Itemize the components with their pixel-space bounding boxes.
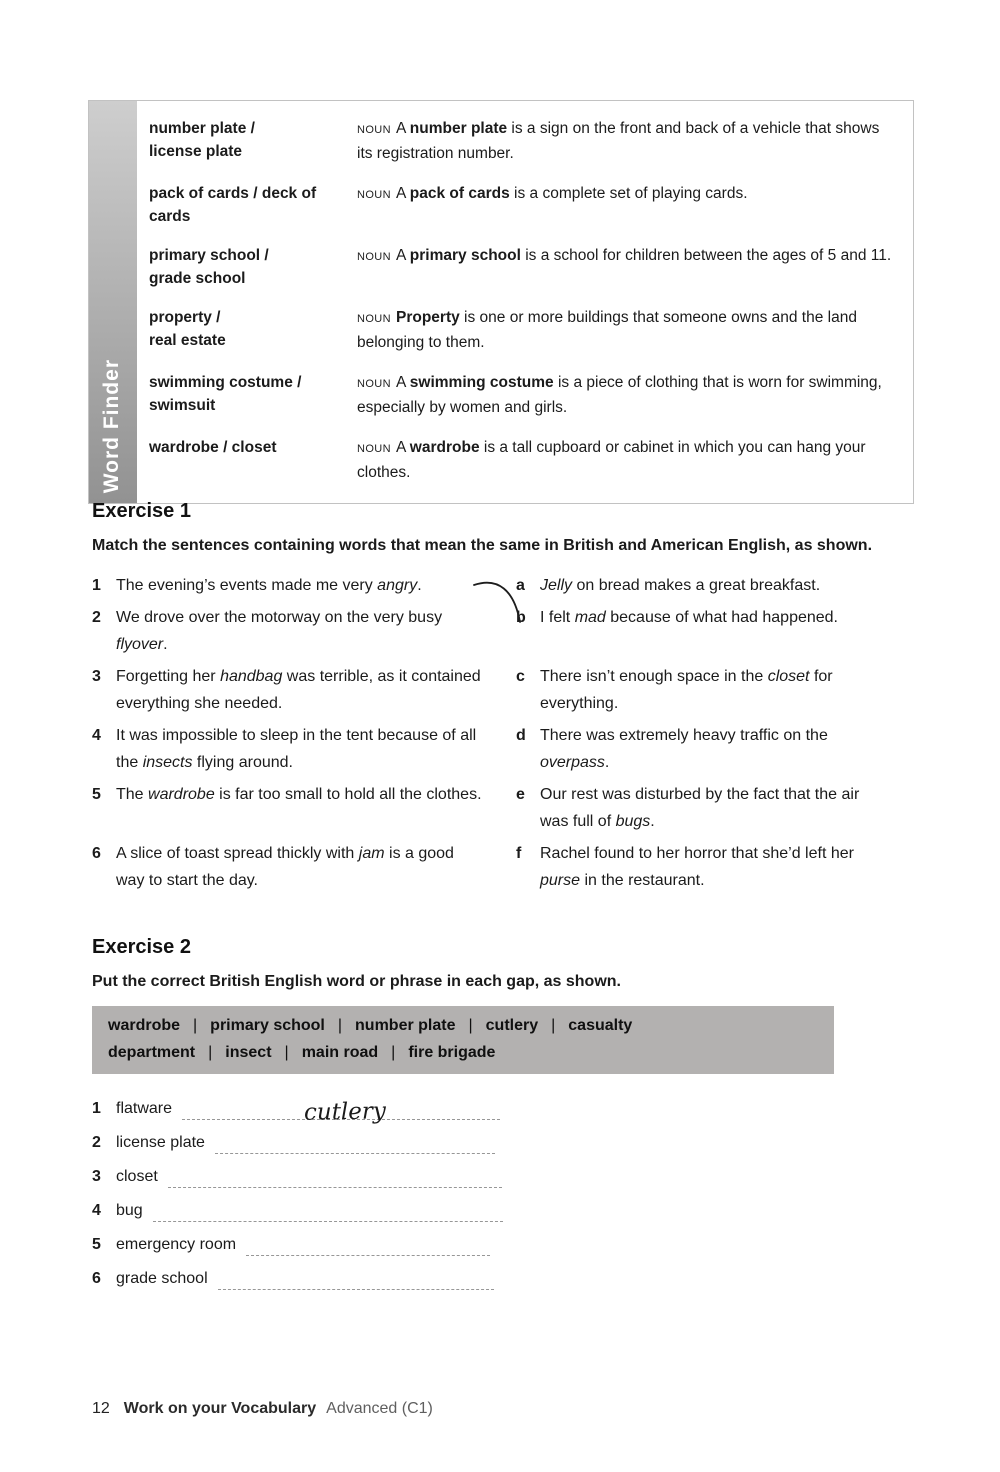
exercise-2-section (92, 936, 916, 1302)
gap-fill-row (92, 1234, 916, 1256)
item-number: 5 (92, 786, 101, 803)
answer-blank[interactable] (153, 1206, 503, 1222)
answer-blank[interactable] (215, 1138, 495, 1154)
item-sentence: It was impossible to sleep in the tent because of all the insects flying around. (116, 727, 477, 771)
word-bank-separator: | (337, 1017, 343, 1034)
american-term: grade school (116, 1270, 208, 1287)
definition-headword: number plate (409, 120, 508, 137)
word-bank-separator: | (391, 1044, 396, 1061)
exercise-1-heading: Exercise 1 (92, 500, 191, 522)
word-finder-row (149, 428, 903, 493)
left-item-2 (92, 604, 516, 658)
right-item-c (516, 663, 916, 717)
term-pair: number plate / license plate (149, 120, 255, 160)
noun-label: NOUN (357, 313, 391, 325)
word-finder-row (149, 109, 903, 174)
american-term: emergency room (116, 1236, 237, 1253)
term-pair: property / real estate (149, 309, 226, 349)
definition-headword: pack of cards (409, 185, 510, 202)
word-finder-row (149, 363, 903, 428)
item-sentence: I felt mad because of what had happened. (540, 609, 838, 626)
gap-fill-list (92, 1098, 916, 1290)
item-number: 4 (92, 727, 101, 744)
item-sentence: Rachel found to her horror that she’d left her purse in the restaurant. (540, 845, 854, 889)
item-sentence: Forgetting her handbag was terrible, as it contained everything she needed. (116, 668, 481, 712)
noun-label: NOUN (357, 124, 391, 136)
gap-fill-row (92, 1268, 916, 1290)
word-bank-word: main road (301, 1044, 379, 1061)
gap-fill-row (92, 1200, 916, 1222)
page-footer (92, 1400, 433, 1418)
book-level: Advanced (C1) (326, 1400, 433, 1417)
definition: NOUN A swimming costume is a piece of clothing that is worn for swimming, especially by women and girls. (357, 374, 882, 416)
definition: NOUN Property is one or more buildings that someone owns and the land belonging to them. (357, 309, 857, 351)
noun-label: NOUN (357, 189, 391, 201)
item-letter: a (516, 577, 525, 594)
word-bank (92, 1006, 834, 1074)
item-sentence: Our rest was disturbed by the fact that the air was full of bugs. (540, 786, 860, 830)
item-sentence: There isn’t enough space in the closet for everything. (540, 668, 833, 712)
noun-label: NOUN (357, 251, 391, 263)
word-bank-word: casualty department (108, 1017, 633, 1061)
term-pair: pack of cards / deck of cards (149, 185, 317, 225)
handwritten-answer: cutlery (303, 1098, 387, 1126)
match-row (92, 722, 916, 776)
definition-headword: swimming costume (409, 374, 554, 391)
word-bank-word: number plate (355, 1017, 456, 1034)
word-finder-tab (89, 101, 137, 503)
definition: NOUN A wardrobe is a tall cupboard or cabinet in which you can hang your clothes. (357, 439, 866, 481)
word-finder-tab-label: Word Finder (100, 358, 123, 493)
left-item-1 (92, 572, 516, 599)
item-number: 5 (92, 1236, 101, 1253)
item-sentence: A slice of toast spread thickly with jam is a good way to start the day. (116, 845, 454, 889)
answer-blank[interactable] (218, 1274, 494, 1290)
item-letter: b (516, 609, 526, 626)
exercise-1-section (92, 500, 916, 899)
exercise-2-instruction: Put the correct British English word or phrase in each gap, as shown. (92, 973, 621, 990)
item-number: 2 (92, 1134, 101, 1151)
right-item-b (516, 604, 916, 658)
gap-fill-row (92, 1098, 916, 1126)
word-finder-box (88, 100, 914, 504)
left-item-5 (92, 781, 516, 835)
noun-label: NOUN (357, 378, 391, 390)
definition: NOUN A pack of cards is a complete set of playing cards. (357, 185, 748, 202)
word-finder-row (149, 236, 903, 298)
item-letter: d (516, 727, 526, 744)
match-row (92, 781, 916, 835)
match-example-line (472, 578, 528, 628)
match-row (92, 663, 916, 717)
item-number: 2 (92, 609, 101, 626)
left-item-3 (92, 663, 516, 717)
definition-headword: Property (396, 309, 460, 326)
right-item-d (516, 722, 916, 776)
item-number: 1 (92, 1100, 101, 1117)
matching-list (92, 572, 916, 894)
right-item-e (516, 781, 916, 835)
answer-blank[interactable] (246, 1240, 490, 1256)
item-number: 4 (92, 1202, 101, 1219)
word-bank-separator: | (193, 1017, 198, 1034)
word-bank-separator: | (468, 1017, 473, 1034)
gap-fill-row (92, 1166, 916, 1188)
item-letter: f (516, 845, 522, 862)
gap-fill-row (92, 1132, 916, 1154)
word-finder-row (149, 174, 903, 236)
item-letter: c (516, 668, 525, 685)
word-bank-word: fire brigade (408, 1044, 496, 1061)
american-term: flatware (116, 1100, 173, 1117)
american-term: bug (116, 1202, 143, 1219)
item-letter: e (516, 786, 525, 803)
word-bank-word: insect (225, 1044, 272, 1061)
item-number: 6 (92, 1270, 101, 1287)
definition: NOUN A primary school is a school for children between the ages of 5 and 11. (357, 247, 892, 264)
answer-blank[interactable] (168, 1172, 502, 1188)
left-item-4 (92, 722, 516, 776)
word-bank-word: cutlery (485, 1017, 539, 1034)
page-number: 12 (92, 1400, 110, 1417)
term-pair: swimming costume / swimsuit (149, 374, 302, 414)
item-number: 3 (92, 668, 101, 685)
item-sentence: The evening’s events made me very angry. (116, 577, 422, 594)
word-bank-separator: | (284, 1044, 289, 1061)
definition: NOUN A number plate is a sign on the front and back of a vehicle that shows its registration number. (357, 120, 880, 162)
answer-blank[interactable] (182, 1098, 500, 1126)
right-item-a (516, 572, 916, 599)
item-sentence: There was extremely heavy traffic on the overpass. (540, 727, 828, 771)
item-number: 3 (92, 1168, 101, 1185)
item-number: 1 (92, 577, 101, 594)
noun-label: NOUN (357, 443, 391, 455)
item-sentence: Jelly on bread makes a great breakfast. (540, 577, 821, 594)
right-item-f (516, 840, 916, 894)
word-bank-word: wardrobe (108, 1017, 181, 1034)
american-term: closet (116, 1168, 158, 1185)
match-row (92, 840, 916, 894)
item-sentence: The wardrobe is far too small to hold all the clothes. (116, 786, 482, 803)
word-bank-separator: | (208, 1044, 213, 1061)
term-pair: wardrobe / closet (149, 439, 277, 456)
left-item-6 (92, 840, 516, 894)
exercise-2-heading: Exercise 2 (92, 936, 191, 958)
exercise-1-instruction: Match the sentences containing words that mean the same in British and American English, as shown. (92, 537, 873, 554)
word-finder-rows (137, 101, 913, 503)
definition-headword: primary school (409, 247, 521, 264)
book-title: Work on your Vocabulary (123, 1400, 317, 1417)
item-number: 6 (92, 845, 101, 862)
word-bank-separator: | (551, 1017, 556, 1034)
word-finder-row (149, 298, 903, 363)
term-pair: primary school / grade school (149, 247, 269, 287)
american-term: license plate (116, 1134, 205, 1151)
item-sentence: We drove over the motorway on the very busy flyover. (116, 609, 443, 653)
word-bank-word: primary school (210, 1017, 325, 1034)
definition-headword: wardrobe (409, 439, 480, 456)
